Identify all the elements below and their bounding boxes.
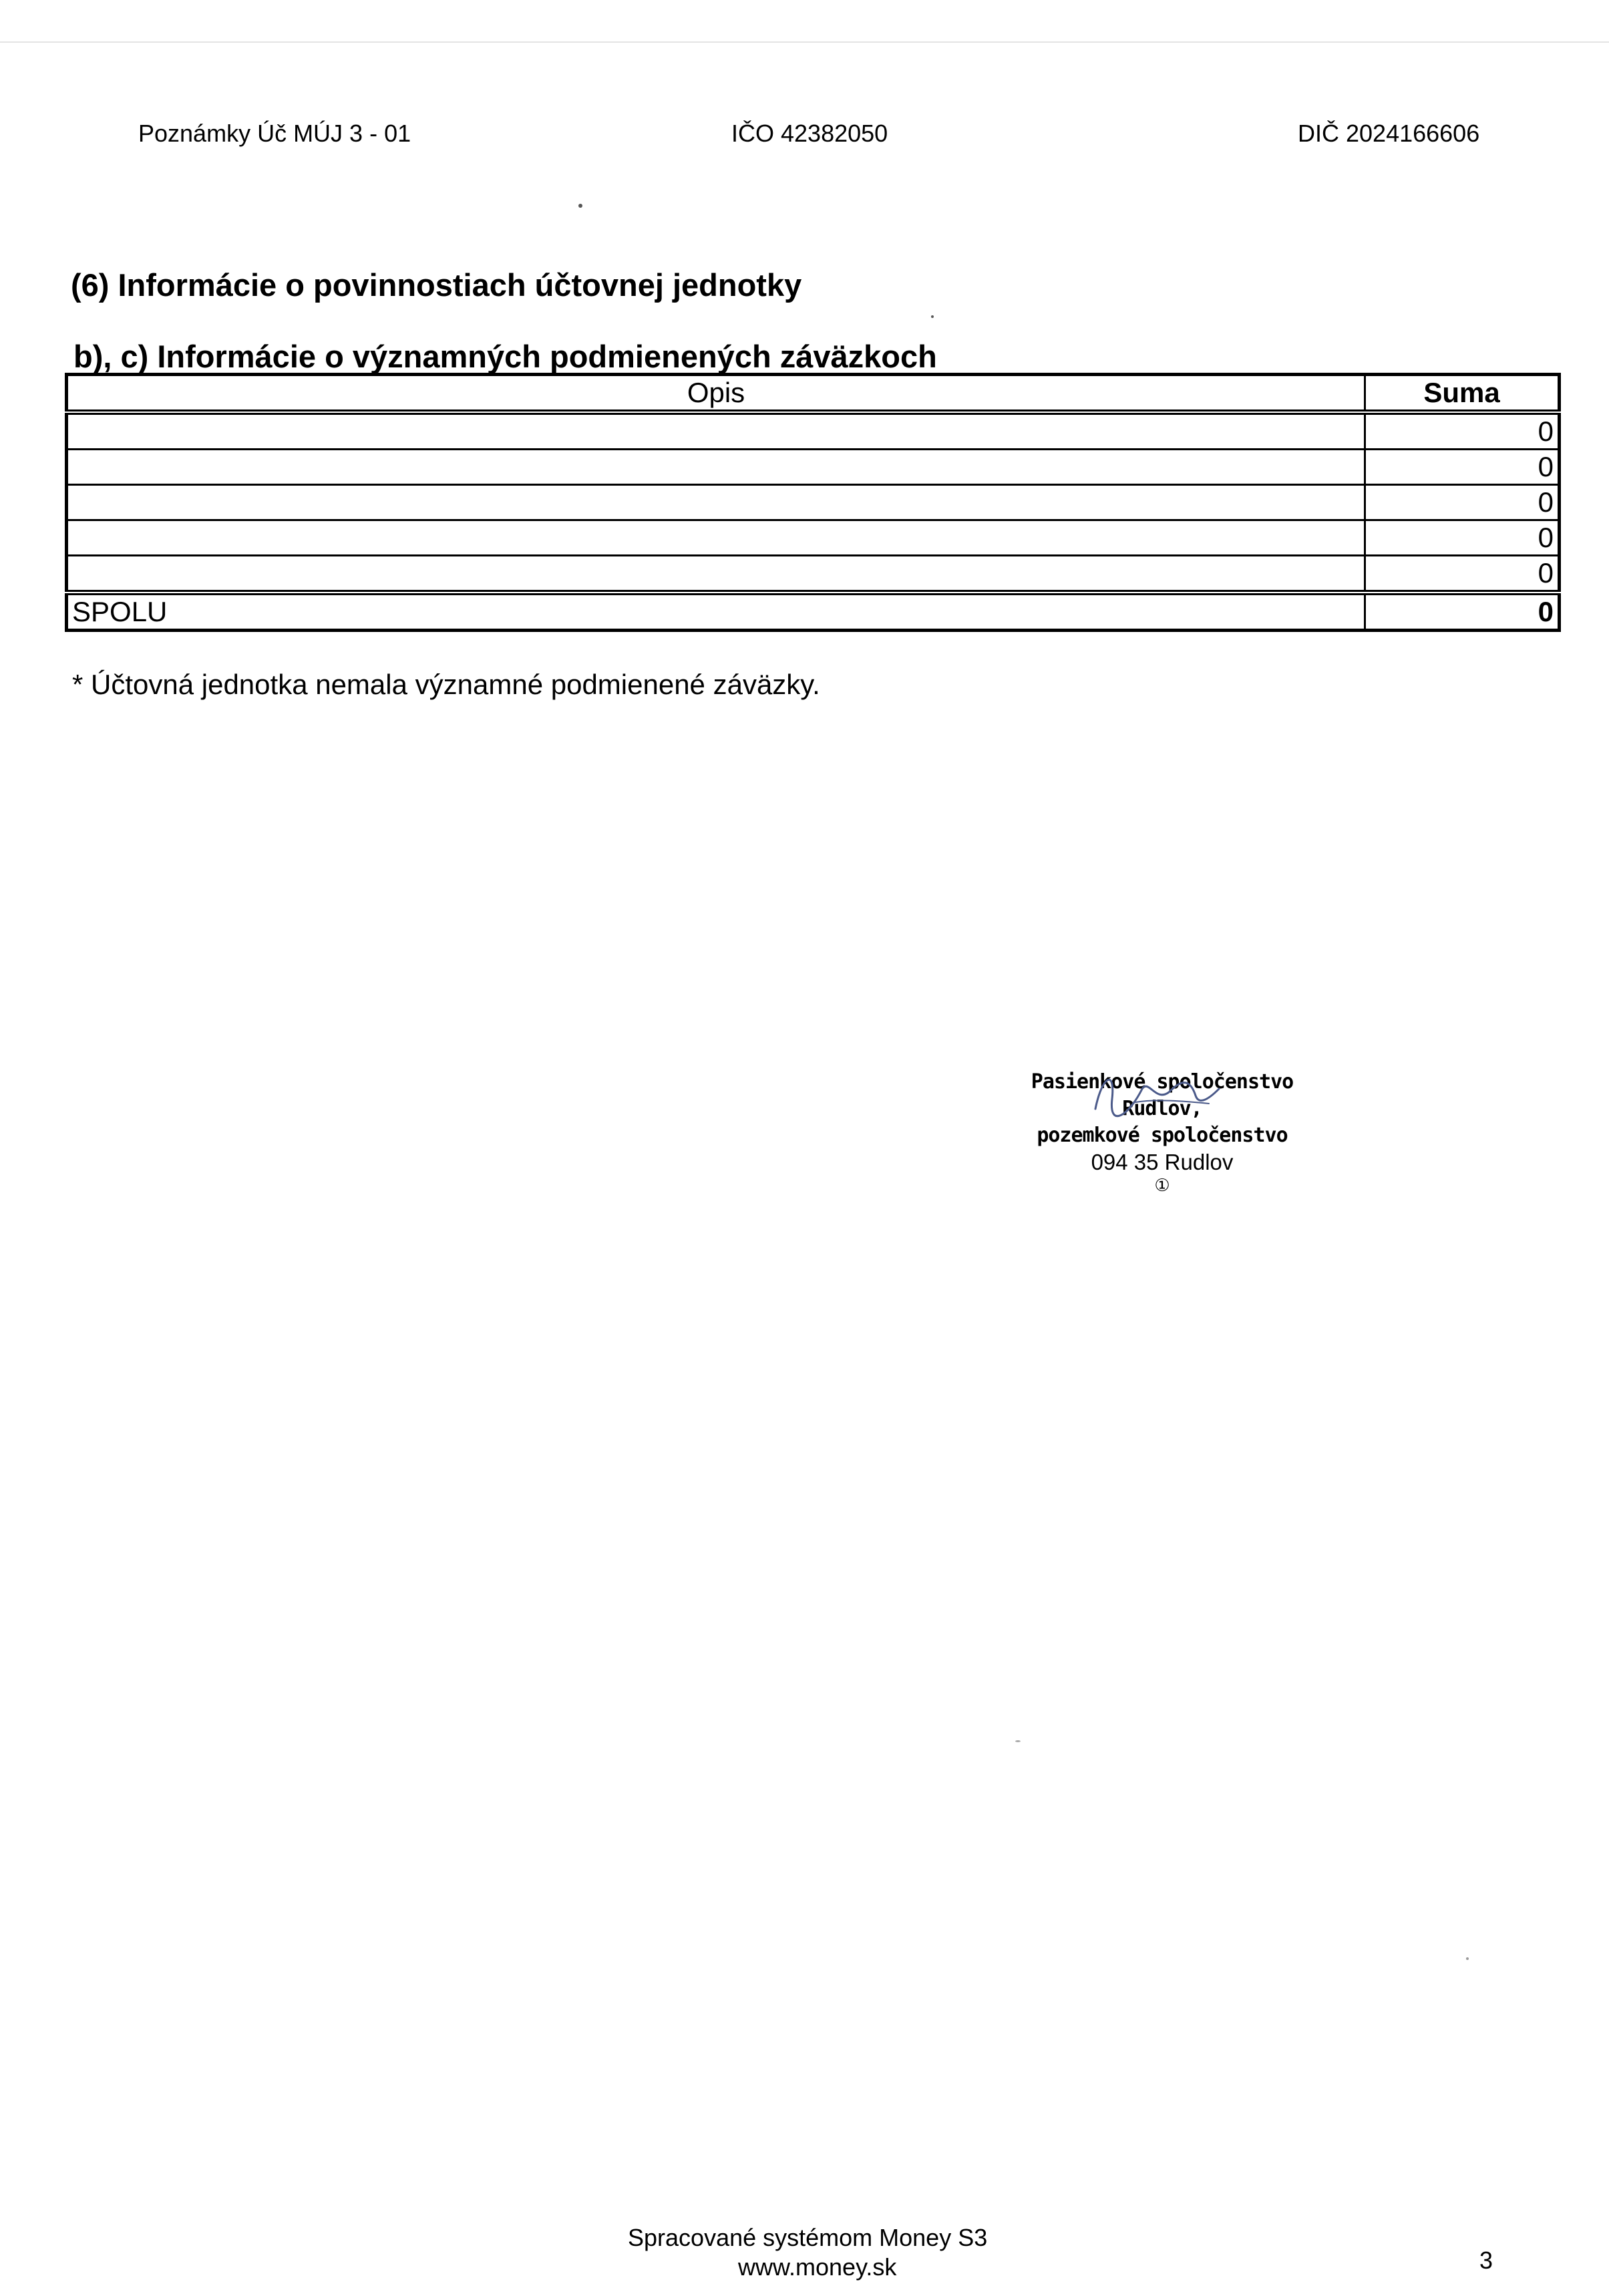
- cell-opis: [67, 520, 1365, 556]
- total-label: SPOLU: [67, 593, 1365, 631]
- stamp-line-name: Pasienkové spoločenstvo Rudlov,: [1031, 1070, 1294, 1120]
- cell-opis: [67, 485, 1365, 520]
- cell-suma: 0: [1365, 485, 1560, 520]
- column-header-opis: Opis: [67, 375, 1365, 413]
- footnote: * Účtovná jednotka nemala významné podmienené záväzky.: [72, 669, 820, 700]
- cell-opis: [67, 412, 1365, 450]
- liabilities-table: [65, 373, 1561, 632]
- table-header-row: [67, 375, 1560, 413]
- table-row: [67, 556, 1560, 593]
- table-row: [67, 485, 1560, 520]
- stamp-line-address: 094 35 Rudlov: [1091, 1150, 1234, 1174]
- scan-speck: [1466, 1957, 1469, 1960]
- column-header-suma: Suma: [1365, 375, 1560, 413]
- section-title: (6) Informácie o povinnostiach účtovnej jednotky: [71, 267, 802, 303]
- header-form-name: Poznámky Úč MÚJ 3 - 01: [138, 120, 411, 147]
- stamp-line-number: ①: [1154, 1176, 1170, 1196]
- total-row: [67, 593, 1560, 631]
- cell-suma: 0: [1365, 412, 1560, 450]
- table-row: [67, 520, 1560, 556]
- company-stamp: [1009, 1069, 1316, 1196]
- total-value: 0: [1365, 593, 1560, 631]
- scan-speck: [578, 204, 582, 208]
- cell-opis: [67, 556, 1365, 593]
- cell-suma: 0: [1365, 450, 1560, 485]
- header-ico: IČO 42382050: [731, 120, 888, 147]
- scan-speck: [931, 315, 934, 318]
- page-number: 3: [1479, 2247, 1493, 2274]
- cell-suma: 0: [1365, 520, 1560, 556]
- cell-suma: 0: [1365, 556, 1560, 593]
- table-row: [67, 450, 1560, 485]
- table-row: [67, 412, 1560, 450]
- header-dic: DIČ 2024166606: [1298, 120, 1480, 147]
- scan-edge-line: [0, 41, 1609, 43]
- subsection-title: b), c) Informácie o významných podmienených záväzkoch: [73, 339, 937, 374]
- footer-software: Spracované systémom Money S3: [628, 2224, 988, 2251]
- stamp-line-type: pozemkové spoločenstvo: [1037, 1124, 1288, 1147]
- scan-speck: [1015, 1740, 1021, 1742]
- cell-opis: [67, 450, 1365, 485]
- footer-url: www.money.sk: [738, 2253, 897, 2281]
